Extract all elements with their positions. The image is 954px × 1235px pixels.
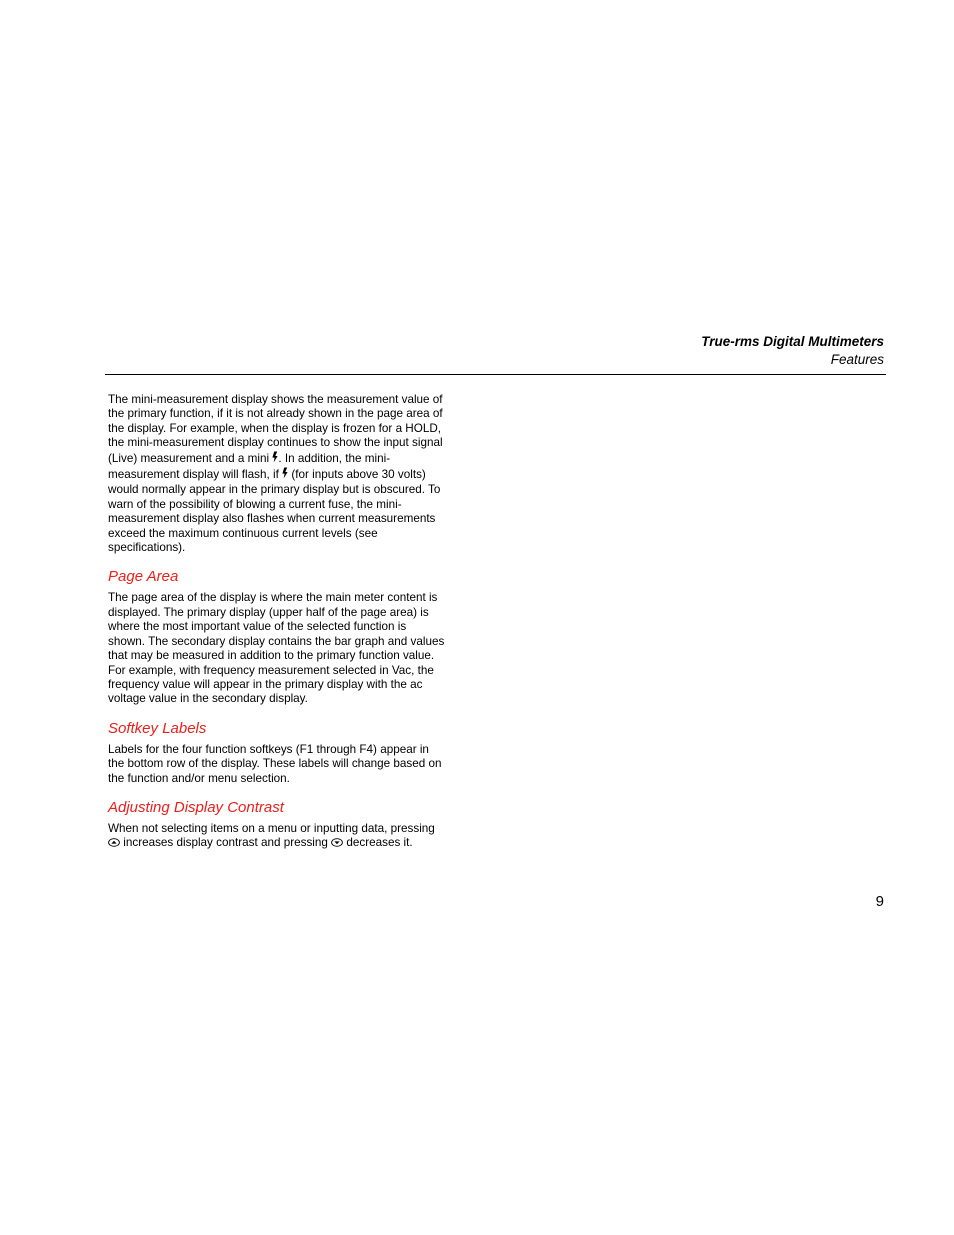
header-rule [105, 374, 886, 375]
intro-paragraph [108, 393, 470, 555]
text-line [108, 467, 470, 483]
text-line: the function and/or menu selection. [108, 771, 290, 785]
text-line: the bottom row of the display. These labels will change based on [108, 757, 442, 771]
text-line: frequency value will appear in the primary display with the ac [108, 677, 423, 691]
softkey-labels-paragraph [108, 743, 470, 786]
text-line: the mini-measurement display continues to show the input signal [108, 436, 443, 450]
text-line: displayed. The primary display (upper half of the page area) is [108, 605, 429, 619]
running-head [701, 333, 884, 369]
document-title: True-rms Digital Multimeters [701, 334, 884, 349]
page-area-paragraph [108, 591, 470, 706]
text-line: voltage value in the secondary display. [108, 692, 308, 706]
text-line [108, 451, 470, 467]
display-contrast-heading: Adjusting Display Contrast [108, 798, 284, 816]
text-line: would normally appear in the primary display but is obscured. To [108, 483, 441, 497]
page-area-heading: Page Area [108, 568, 179, 586]
text-line: For example, with frequency measurement selected in Vac, the [108, 663, 434, 677]
section-name: Features [830, 352, 884, 367]
main-content [108, 393, 470, 852]
text-segment: increases display contrast and pressing [120, 836, 332, 850]
text-line: shown. The secondary display contains the bar graph and values [108, 634, 445, 648]
text-line: that may be measured in addition to the primary function value. [108, 649, 435, 663]
down-arrow-key-icon [331, 837, 343, 851]
text-line: The page area of the display is where the main meter content is [108, 591, 438, 605]
text-segment: . In addition, the mini- [278, 451, 391, 465]
text-line: measurement display also flashes when current measurements [108, 512, 436, 526]
text-line: specifications). [108, 541, 186, 555]
text-line: exceed the maximum continuous current levels (see [108, 526, 378, 540]
text-segment: (Live) measurement and a mini [108, 451, 273, 465]
text-line: warn of the possibility of blowing a current fuse, the mini- [108, 497, 402, 511]
text-line: where the most important value of the selected function is [108, 620, 407, 634]
text-line [108, 836, 470, 851]
softkey-labels-heading: Softkey Labels [108, 719, 207, 737]
text-segment: measurement display will flash, if [108, 468, 283, 482]
text-line: When not selecting items on a menu or inputting data, pressing [108, 821, 435, 835]
page-number: 9 [875, 893, 884, 910]
text-line: the primary function, if it is not already shown in the page area of [108, 407, 443, 421]
display-contrast-paragraph [108, 822, 470, 852]
text-line: The mini-measurement display shows the measurement value of [108, 393, 443, 406]
text-segment: (for inputs above 30 volts) [288, 468, 426, 482]
up-arrow-key-icon [108, 837, 120, 851]
text-line: Labels for the four function softkeys (F1 through F4) appear in [108, 742, 429, 756]
text-line: the display. For example, when the display is frozen for a HOLD, [108, 421, 442, 435]
text-segment: decreases it. [343, 836, 413, 850]
